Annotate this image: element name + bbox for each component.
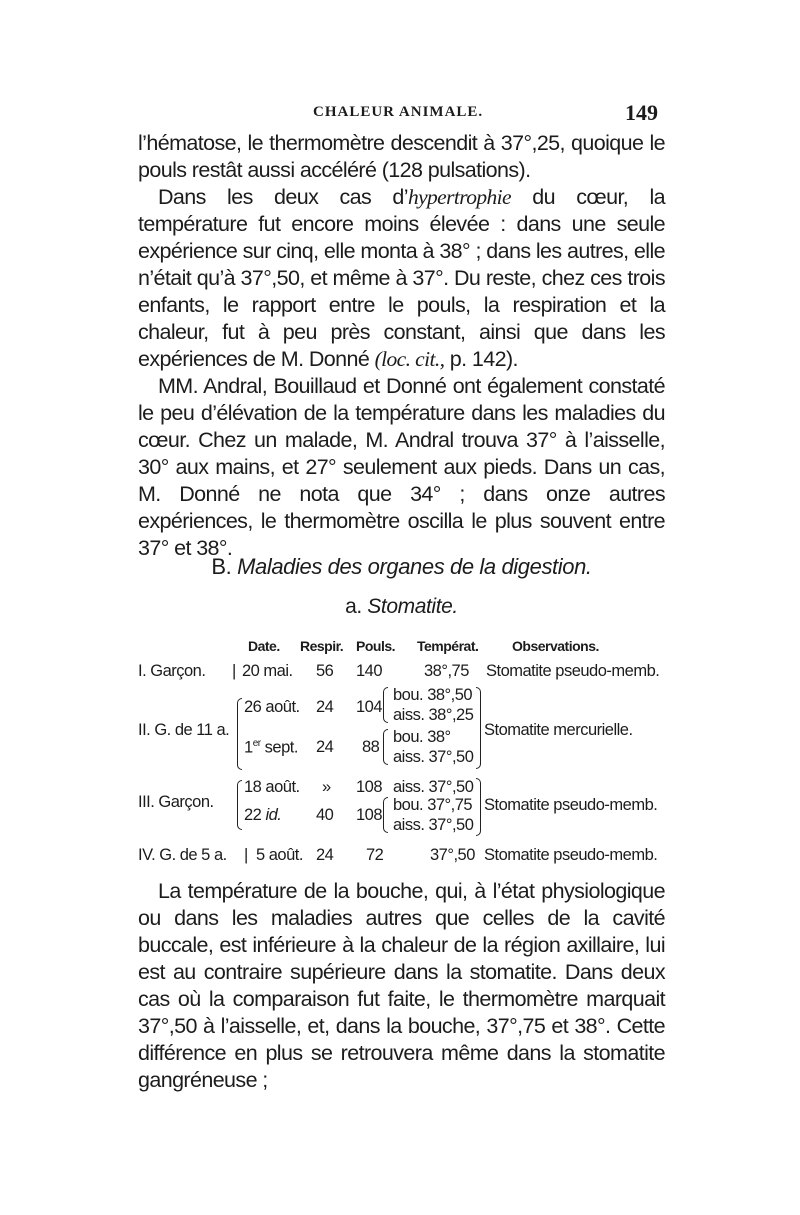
section-b-letter: B. [211,554,232,579]
case-3-temp-2-mouth: bou. 37°,75 [393,796,473,814]
paragraph-4: La température de la bouche, qui, à l’état physiologique ou dans les maladies autres que celles de la cavité buccale, est inférieure à la chaleur de la région axillaire, lui est au contraire supérieure dans la stomatite. Dans deux cas où la comparaison fut faite, le thermomètre marquait 37°,50 à l’aisselle, et, dans la bouche, 37°,75 et 38°. Cette différence en plus se retrouvera même dans la stomatite gangréneuse ; [138,879,665,1092]
case-1-divider: | [232,662,236,680]
running-head-title: CHALEUR ANIMALE. [313,104,484,120]
case-2-observation: Stomatite mercurielle. [484,721,633,739]
paragraph-1: l’hématose, le thermomètre descendit à 37°,25, quoique le pouls restât aussi accéléré (128 pulsations). [138,131,665,182]
case-1-pulse: 140 [356,662,383,680]
case-3-temp-2-armpit: aiss. 37°,50 [393,816,474,834]
case-2-temp-1-armpit: aiss. 38°,25 [393,706,474,724]
paragraph-3: MM. Andral, Bouillaud et Donné ont également constaté le peu d’élévation de la température dans les maladies du cœur. Chez un malade, M. Andral trouva 37° à l’aisselle, 30° aux mains, et 27° seulement aux pieds. Dans un cas, M. Donné ne nota que 34° ; dans onze autres expériences, le thermomètre oscilla le plus souvent entre 37° et 38°. [138,374,665,560]
case-3-date-2 [244,806,281,825]
case-2-date-brace [237,698,242,770]
case-2-respiration-1: 24 [316,698,334,716]
case-2-pulse-2: 88 [362,738,380,756]
case-2-temp-2-armpit: aiss. 37°,50 [393,748,474,766]
case-2-date-2-sup: er [252,738,261,749]
case-4-date: 5 août. [256,846,303,864]
case-2-obs-brace [476,687,481,769]
case-2-pulse-1: 104 [356,698,383,716]
section-a-letter: a. [345,595,362,618]
paragraph-2-part-a: Dans les deux cas d’ [158,185,408,209]
case-3-respiration-1: » [322,778,331,796]
paragraph-2-reference: (loc. cit., [374,347,445,371]
case-2-label: II. G. de 11 a. [138,721,230,739]
case-3-pulse-1: 108 [356,778,383,796]
paragraph-2-part-c: p. 142). [444,347,518,371]
case-3-label: III. Garçon. [138,793,214,811]
case-4-pulse: 72 [366,846,384,864]
col-header-pulse: Pouls. [356,638,396,654]
case-3-respiration-2: 40 [316,806,334,824]
case-2-date-2 [244,738,298,758]
case-3-temp-brace [383,797,388,833]
paragraph-2-part-b: du cœur, la température fut encore moins élevée : dans une seule expérience sur cinq, elle monta à 38° ; dans les autres, elle n’était qu’à 37°,50, et même à 37°. Du reste, chez ces trois enfants, le rapport entre le pouls, la respiration et la chaleur, fut à peu près constant, ainsi que dans les expériences de M. Donné [138,185,665,371]
case-1-observation: Stomatite pseudo-memb. [486,662,660,680]
case-3-pulse-2: 108 [356,806,383,824]
case-3-date-2-num: 22 [244,806,266,824]
col-header-temperature: Températ. [417,638,479,654]
case-2-temp-brace-2 [383,729,388,765]
case-3-temp-1-armpit: aiss. 37°,50 [393,778,474,796]
col-header-respiration: Respir. [300,638,344,654]
case-1-date: 20 mai. [242,662,293,680]
case-4-respiration: 24 [316,846,334,864]
case-4-divider: | [244,846,248,864]
section-a-title: Stomatite. [367,595,458,618]
case-2-respiration-2: 24 [316,738,334,756]
case-2-temp-1-mouth: bou. 38°,50 [393,686,473,704]
case-4-temperature: 37°,50 [430,846,475,864]
col-header-date: Date. [248,638,280,654]
col-header-observations: Observations. [512,638,599,654]
case-3-obs-brace [476,778,481,836]
case-4-label: IV. G. de 5 a. [138,846,227,864]
case-3-observation: Stomatite pseudo-memb. [484,796,658,814]
case-1-temperature: 38°,75 [424,662,469,680]
case-2-date-1: 26 août. [244,698,300,716]
page-number: 149 [625,100,658,125]
case-4-observation: Stomatite pseudo-memb. [484,846,658,864]
case-2-temp-brace-1 [383,687,388,723]
paragraph-2-emphasis: hypertrophie [407,185,511,209]
body-text-bottom [138,878,665,1094]
case-2-temp-2-mouth: bou. 38° [393,728,451,746]
section-b-title: Maladies des organes de la digestion. [237,554,592,579]
case-2-date-2-num: 1 [244,738,253,757]
case-1-respiration: 56 [316,662,334,680]
case-3-date-1: 18 août. [244,778,300,796]
case-3-date-2-idem: id. [265,806,282,824]
case-2-date-2-rest: sept. [260,738,298,757]
case-1-label: I. Garçon. [138,662,206,680]
case-3-date-brace [237,780,242,830]
